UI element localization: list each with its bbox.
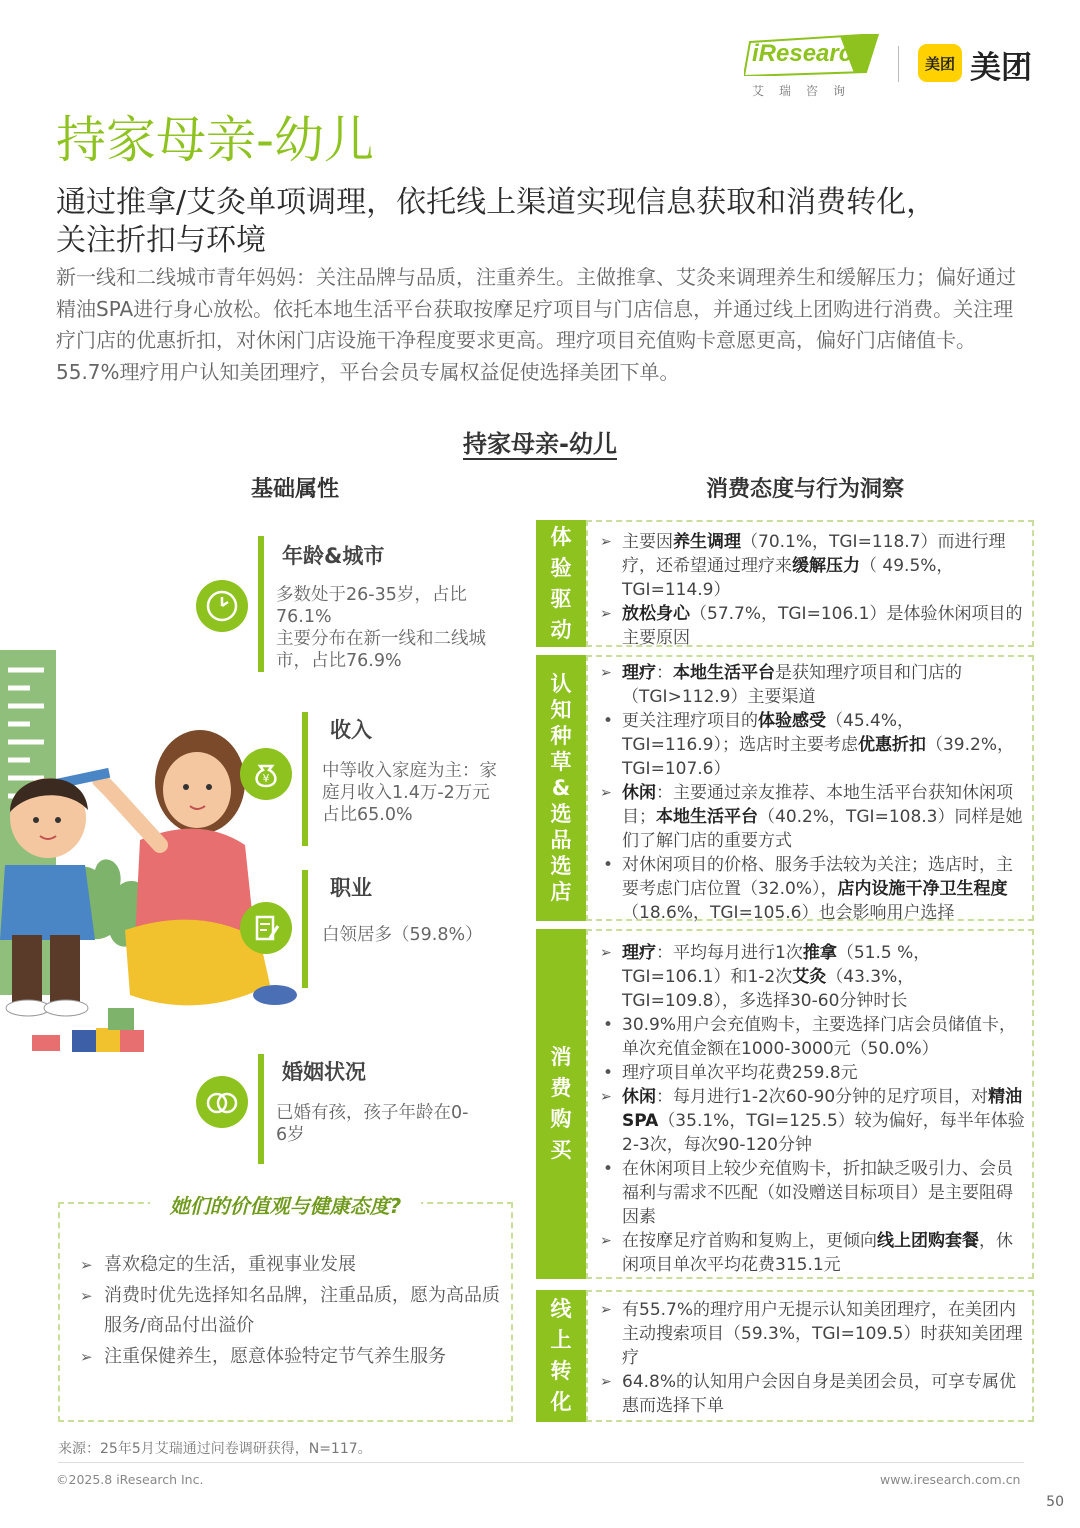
attribute-title: 职业 <box>330 876 372 900</box>
list-item: • 30.9%用户会充值购卡，主要选择门店会员储值卡，单次充值金额在1000-3000元（50.0%） <box>600 1013 1025 1061</box>
section-tab-cognition: 认知种草&选品选店 <box>536 655 586 921</box>
basic-attributes-heading: 基础属性 <box>250 477 339 502</box>
section-list <box>600 941 1025 1277</box>
attribute-text: 白领居多（59.8%） <box>322 925 483 945</box>
attribute-age-text: 多数处于26-35岁，占比76.1% <box>276 585 467 627</box>
attribute-text: 中等收入家庭为主：家庭月收入1.4万-2万元占比65.0% <box>322 761 497 825</box>
section-list <box>600 661 1025 925</box>
attribute-title: 婚姻状况 <box>282 1060 366 1084</box>
list-item: ➢ 在按摩足疗首购和复购上，更倾向线上团购套餐，休闲项目单次平均花费315.1元 <box>600 1229 1025 1277</box>
page-number: 50 <box>1046 1494 1064 1510</box>
list-item: • 对休闲项目的价格、服务手法较为关注；选店时，主要考虑门店位置（32.0%），店内设施干净卫生程度（18.6%，TGI=105.6）也会影响用户选择 <box>600 853 1025 925</box>
list-item: ➢ 喜欢稳定的生活，重视事业发展 <box>80 1250 500 1281</box>
list-item: • 在休闲项目上较少充值购卡，折扣缺乏吸引力、会员福利与需求不匹配（如没赠送目标项目）是主要阻碍因素 <box>600 1157 1025 1229</box>
page-title: 持家母亲-幼儿 <box>56 111 375 169</box>
section-tab-purchase: 消费购买 <box>536 929 586 1279</box>
section-title: 持家母亲-幼儿 <box>463 430 617 458</box>
behavior-insights-heading: 消费态度与行为洞察 <box>705 477 904 502</box>
list-item: ➢ 有55.7%的理疗用户无提示认知美团理疗，在美团内主动搜索项目（59.3%，TGI=109.5）时获知美团理疗 <box>600 1298 1025 1370</box>
subtitle-line: 通过推拿/艾灸单项调理，依托线上渠道实现信息获取和消费转化， <box>56 185 937 220</box>
list-item: ➢ 放松身心（57.7%，TGI=106.1）是体验休闲项目的主要原因 <box>600 602 1025 650</box>
attribute-title: 收入 <box>330 718 372 742</box>
subtitle <box>56 184 1036 260</box>
meituan-logo-text: 美团 <box>970 50 1032 86</box>
mother-child-illustration <box>0 640 300 1070</box>
accent-bar <box>302 712 308 846</box>
list-item: ➢ 休闲：每月进行1-2次60-90分钟的足疗项目，对精油SPA（35.1%，TGI=125.5）较为偏好，每半年体验2-3次，每次90-120分钟 <box>600 1085 1025 1157</box>
iresearch-logo: iResearch <box>752 40 867 67</box>
section-tab-online: 线上转化 <box>536 1290 586 1422</box>
source-note: 来源：25年5月艾瑞通过问卷调研获得，N=117。 <box>58 1441 372 1457</box>
intro-paragraph: 新一线和二线城市青年妈妈：关注品牌与品质，注重养生。主做推拿、艾灸来调理养生和缓解压力；偏好通过精油SPA进行身心放松。依托本地生活平台获取按摩足疗项目与门店信息，并通过线上团购进行消费。关注理疗门店的优惠折扣，对休闲门店设施干净程度要求更高。理疗项目充值购卡意愿更高，偏好门店储值卡。55.7%理疗用户认知美团理疗，平台会员专属权益促使选择美团下单。 <box>56 265 1016 384</box>
attribute-title: 年龄&城市 <box>282 544 385 568</box>
money-bag-icon <box>240 748 292 800</box>
attribute-text <box>276 584 501 672</box>
svg-text:¥: ¥ <box>262 772 270 785</box>
list-item: ➢ 消费时优先选择知名品牌，注重品质，愿为高品质服务/商品付出溢价 <box>80 1281 500 1342</box>
document-pen-icon <box>240 902 292 954</box>
values-list <box>80 1250 500 1372</box>
list-item: • 更关注理疗项目的体验感受（45.4%，TGI=116.9）；选店时主要考虑优惠折扣（39.2%，TGI=107.6） <box>600 709 1025 781</box>
section-list <box>600 530 1025 650</box>
list-item: ➢ 主要因养生调理（70.1%，TGI=118.7）而进行理疗，还希望通过理疗来缓解压力（ 49.5%，TGI=114.9） <box>600 530 1025 602</box>
section-list <box>600 1298 1025 1418</box>
rings-icon <box>196 1076 248 1128</box>
attribute-city-text: 主要分布在新一线和二线城市，占比76.9% <box>276 629 486 671</box>
values-title: 她们的价值观与健康态度? <box>58 1190 513 1219</box>
footer-divider <box>58 1462 1024 1463</box>
accent-bar <box>258 1054 264 1164</box>
attribute-text: 已婚有孩，孩子年龄在0-6岁 <box>276 1103 469 1145</box>
list-item: ➢ 休闲：主要通过亲友推荐、本地生活平台获知休闲项目；本地生活平台（40.2%，TGI=108.3）同样是她们了解门店的重要方式 <box>600 781 1025 853</box>
list-item: • 理疗项目单次平均花费259.8元 <box>600 1061 1025 1085</box>
logo-divider <box>898 46 899 82</box>
copyright: ©2025.8 iResearch Inc. <box>56 1472 204 1487</box>
list-item: ➢ 64.8%的认知用户会因自身是美团会员，可享专属优惠而选择下单 <box>600 1370 1025 1418</box>
iresearch-logo-subtitle: 艾瑞咨询 <box>752 84 861 98</box>
clock-icon <box>196 580 248 632</box>
accent-bar <box>302 870 308 988</box>
subtitle-line: 关注折扣与环境 <box>56 223 266 258</box>
section-tab-experience: 体验驱动 <box>536 520 586 647</box>
list-item: ➢ 理疗：平均每月进行1次推拿（51.5 %，TGI=106.1）和1-2次艾灸（43.3%，TGI=109.8），多选择30-60分钟时长 <box>600 941 1025 1013</box>
list-item: ➢ 理疗：本地生活平台是获知理疗项目和门店的（TGI>112.9）主要渠道 <box>600 661 1025 709</box>
meituan-badge: 美团 <box>918 44 962 82</box>
website: www.iresearch.com.cn <box>880 1472 1021 1487</box>
list-item: ➢ 注重保健养生，愿意体验特定节气养生服务 <box>80 1342 500 1373</box>
accent-bar <box>258 536 264 672</box>
